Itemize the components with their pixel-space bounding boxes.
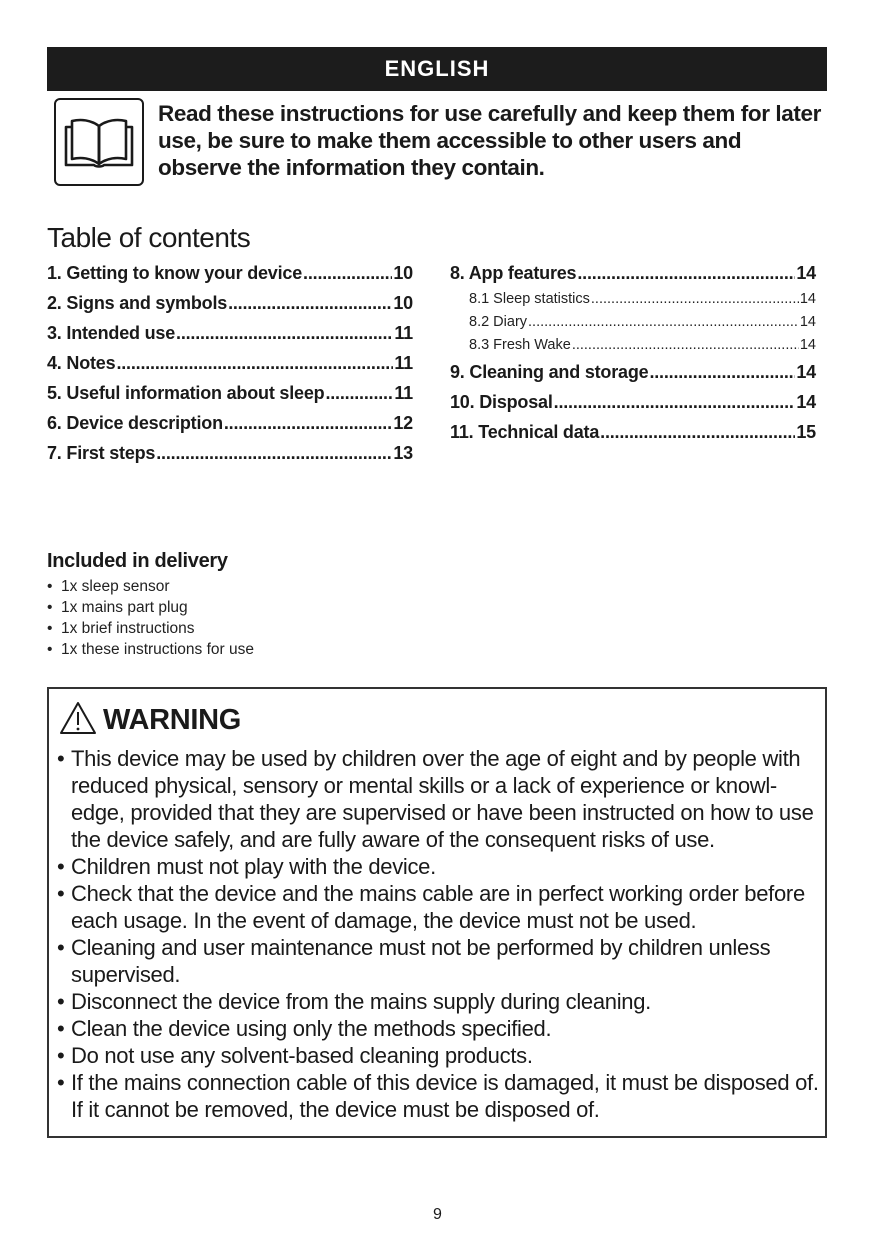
- warning-title: WARNING: [103, 704, 242, 736]
- toc-entry[interactable]: 11. Technical data ..... 15: [450, 417, 816, 447]
- book-icon: [54, 98, 144, 186]
- list-item: • 1x these instructions for use: [47, 641, 254, 658]
- toc-entry[interactable]: 2. Signs and symbols ..... 10: [47, 288, 413, 318]
- list-item: • 1x mains part plug: [47, 599, 188, 616]
- toc-entry[interactable]: 8. App features ..... 14: [450, 258, 816, 288]
- list-item: • Disconnect the device from the mains supply during cleaning.: [57, 989, 651, 1014]
- list-item: • Clean the device using only the methods specified.: [57, 1016, 552, 1041]
- language-label: ENGLISH: [384, 56, 490, 81]
- toc-entry[interactable]: 4. Notes ..... 11: [47, 348, 413, 378]
- language-banner: [47, 47, 827, 91]
- list-item: • Check that the device and the mains cable are in perfect working order before each usage. In the event of damage, the device must not be used.: [57, 881, 805, 933]
- toc-subentry[interactable]: 8.1 Sleep statistics ..... 14: [450, 288, 816, 311]
- list-item: • 1x brief instructions: [47, 620, 195, 637]
- toc-entry[interactable]: 3. Intended use ..... 11: [47, 318, 413, 348]
- list-item: • If the mains connection cable of this device is damaged, it must be disposed of. If it cannot be removed, the device must be disposed of.: [57, 1070, 819, 1122]
- warning-header: [59, 701, 241, 740]
- list-item: • Do not use any solvent-based cleaning products.: [57, 1043, 533, 1068]
- toc-title: Table of contents: [47, 222, 251, 253]
- toc-right-column: [450, 258, 816, 447]
- list-item: • This device may be used by children over the age of eight and by people with reduced physical, sensory or mental skills or a lack of experience or knowl-edge, provided that they are supervised or have been instructed on how to use the device safely, and are fully aware of the consequent risks of use.: [57, 746, 814, 852]
- delivery-title: Included in delivery: [47, 550, 228, 572]
- toc-entry[interactable]: 9. Cleaning and storage ..... 14: [450, 357, 816, 387]
- list-item: • 1x sleep sensor: [47, 578, 170, 595]
- list-item: • Cleaning and user maintenance must not be performed by children unless supervised.: [57, 935, 771, 987]
- toc-entry[interactable]: 1. Getting to know your device ..... 10: [47, 258, 413, 288]
- toc-subentry[interactable]: 8.2 Diary ..... 14: [450, 311, 816, 334]
- warning-triangle-icon: [59, 701, 97, 740]
- toc-entry[interactable]: 7. First steps ..... 13: [47, 438, 413, 468]
- toc-subentry[interactable]: 8.3 Fresh Wake ..... 14: [450, 334, 816, 357]
- delivery-list: [47, 576, 254, 660]
- toc-entry[interactable]: 6. Device description ..... 12: [47, 408, 413, 438]
- page-number: 9: [433, 1206, 442, 1223]
- intro-text: Read these instructions for use carefully and keep them for later use, be sure to make them accessible to other users and observe the information they contain.: [158, 101, 821, 180]
- warning-box: [47, 687, 827, 1138]
- toc-left-column: [47, 258, 413, 468]
- warning-list: [57, 745, 823, 1123]
- toc-entry[interactable]: 10. Disposal ..... 14: [450, 387, 816, 417]
- toc-entry[interactable]: 5. Useful information about sleep ..... 11: [47, 378, 413, 408]
- list-item: • Children must not play with the device.: [57, 854, 436, 879]
